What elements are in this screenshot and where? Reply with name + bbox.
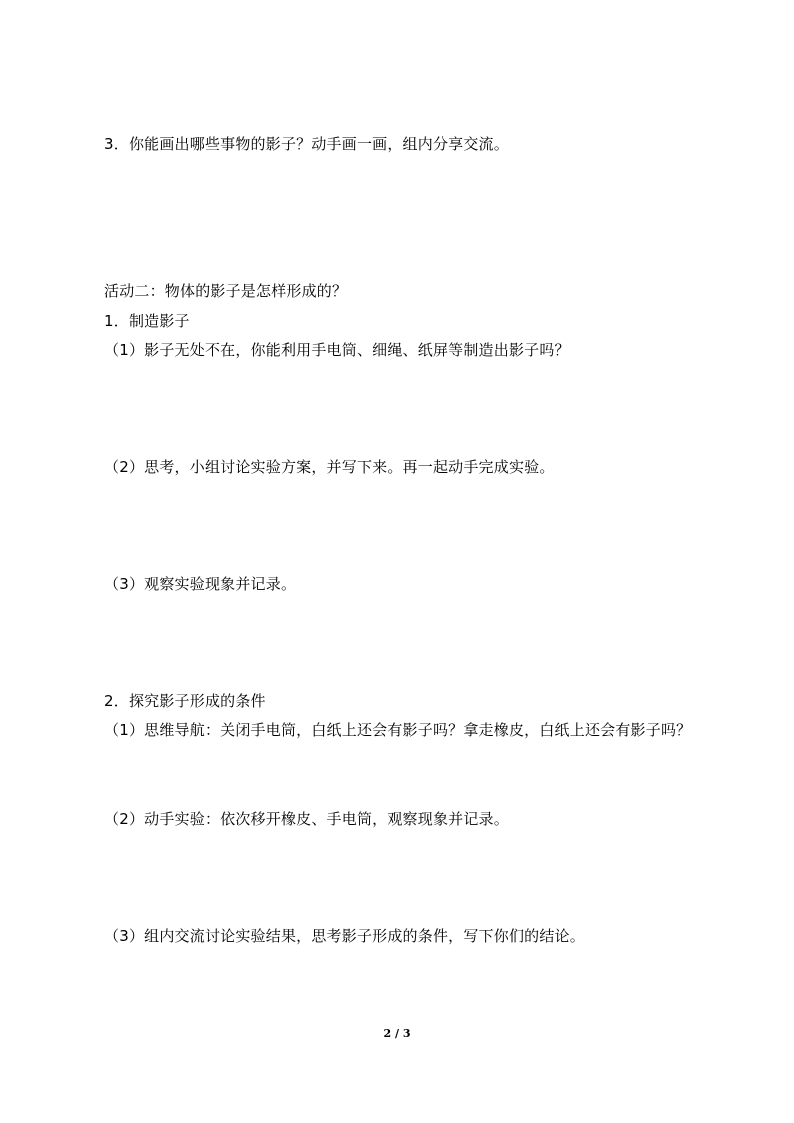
step-1-2-plan-experiment: （2）思考，小组讨论实验方案，并写下来。再一起动手完成实验。: [104, 458, 555, 476]
section-1-make-shadows: 1．制造影子: [104, 312, 190, 330]
question-3-draw-shadows: 3．你能画出哪些事物的影子？动手画一画，组内分享交流。: [104, 135, 509, 153]
step-2-1-thinking-guide: （1）思维导航：关闭手电筒，白纸上还会有影子吗？拿走橡皮，白纸上还会有影子吗？: [104, 721, 692, 739]
step-2-2-hands-on-experiment: （2）动手实验：依次移开橡皮、手电筒，观察现象并记录。: [104, 810, 509, 828]
step-2-3-discuss-conclusion: （3）组内交流讨论实验结果，思考影子形成的条件，写下你们的结论。: [104, 927, 585, 945]
activity-2-heading: 活动二：物体的影子是怎样形成的？: [104, 282, 348, 300]
section-2-explore-conditions: 2．探究影子形成的条件: [104, 692, 266, 710]
step-1-3-observe-record: （3）观察实验现象并记录。: [104, 575, 297, 593]
step-1-1-make-shadow-question: （1）影子无处不在，你能利用手电筒、细绳、纸屏等制造出影子吗？: [104, 341, 570, 359]
page-number: 2 / 3: [383, 1027, 411, 1040]
